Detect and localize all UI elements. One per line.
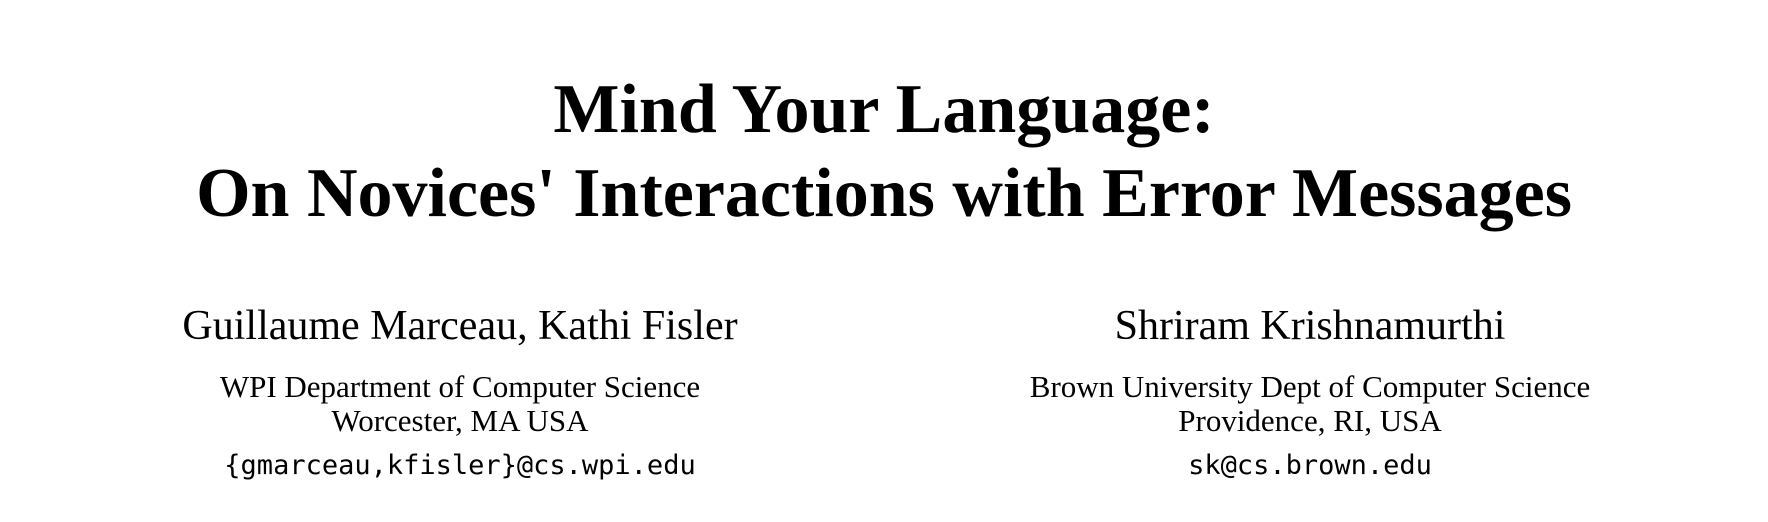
paper-title [0,68,1768,236]
author-names: Shriram Krishnamurthi [1114,303,1506,349]
author-email: {gmarceau,kfisler}@cs.wpi.edu [224,450,696,481]
author-location: Worcester, MA USA [331,403,589,438]
author-affiliation: WPI Department of Computer Science [219,369,701,404]
paper-title-line-1: Mind Your Language: [553,71,1215,148]
author-names: Guillaume Marceau, Kathi Fisler [182,303,738,349]
author-location: Providence, RI, USA [1178,403,1442,438]
paper-title-line-2: On Novices' Interactions with Error Messages [196,155,1572,232]
author-email: sk@cs.brown.edu [1188,450,1432,481]
author-affiliation: Brown University Dept of Computer Science [1029,369,1591,404]
author-block-brown [970,300,1650,484]
author-block-wpi [130,300,790,484]
